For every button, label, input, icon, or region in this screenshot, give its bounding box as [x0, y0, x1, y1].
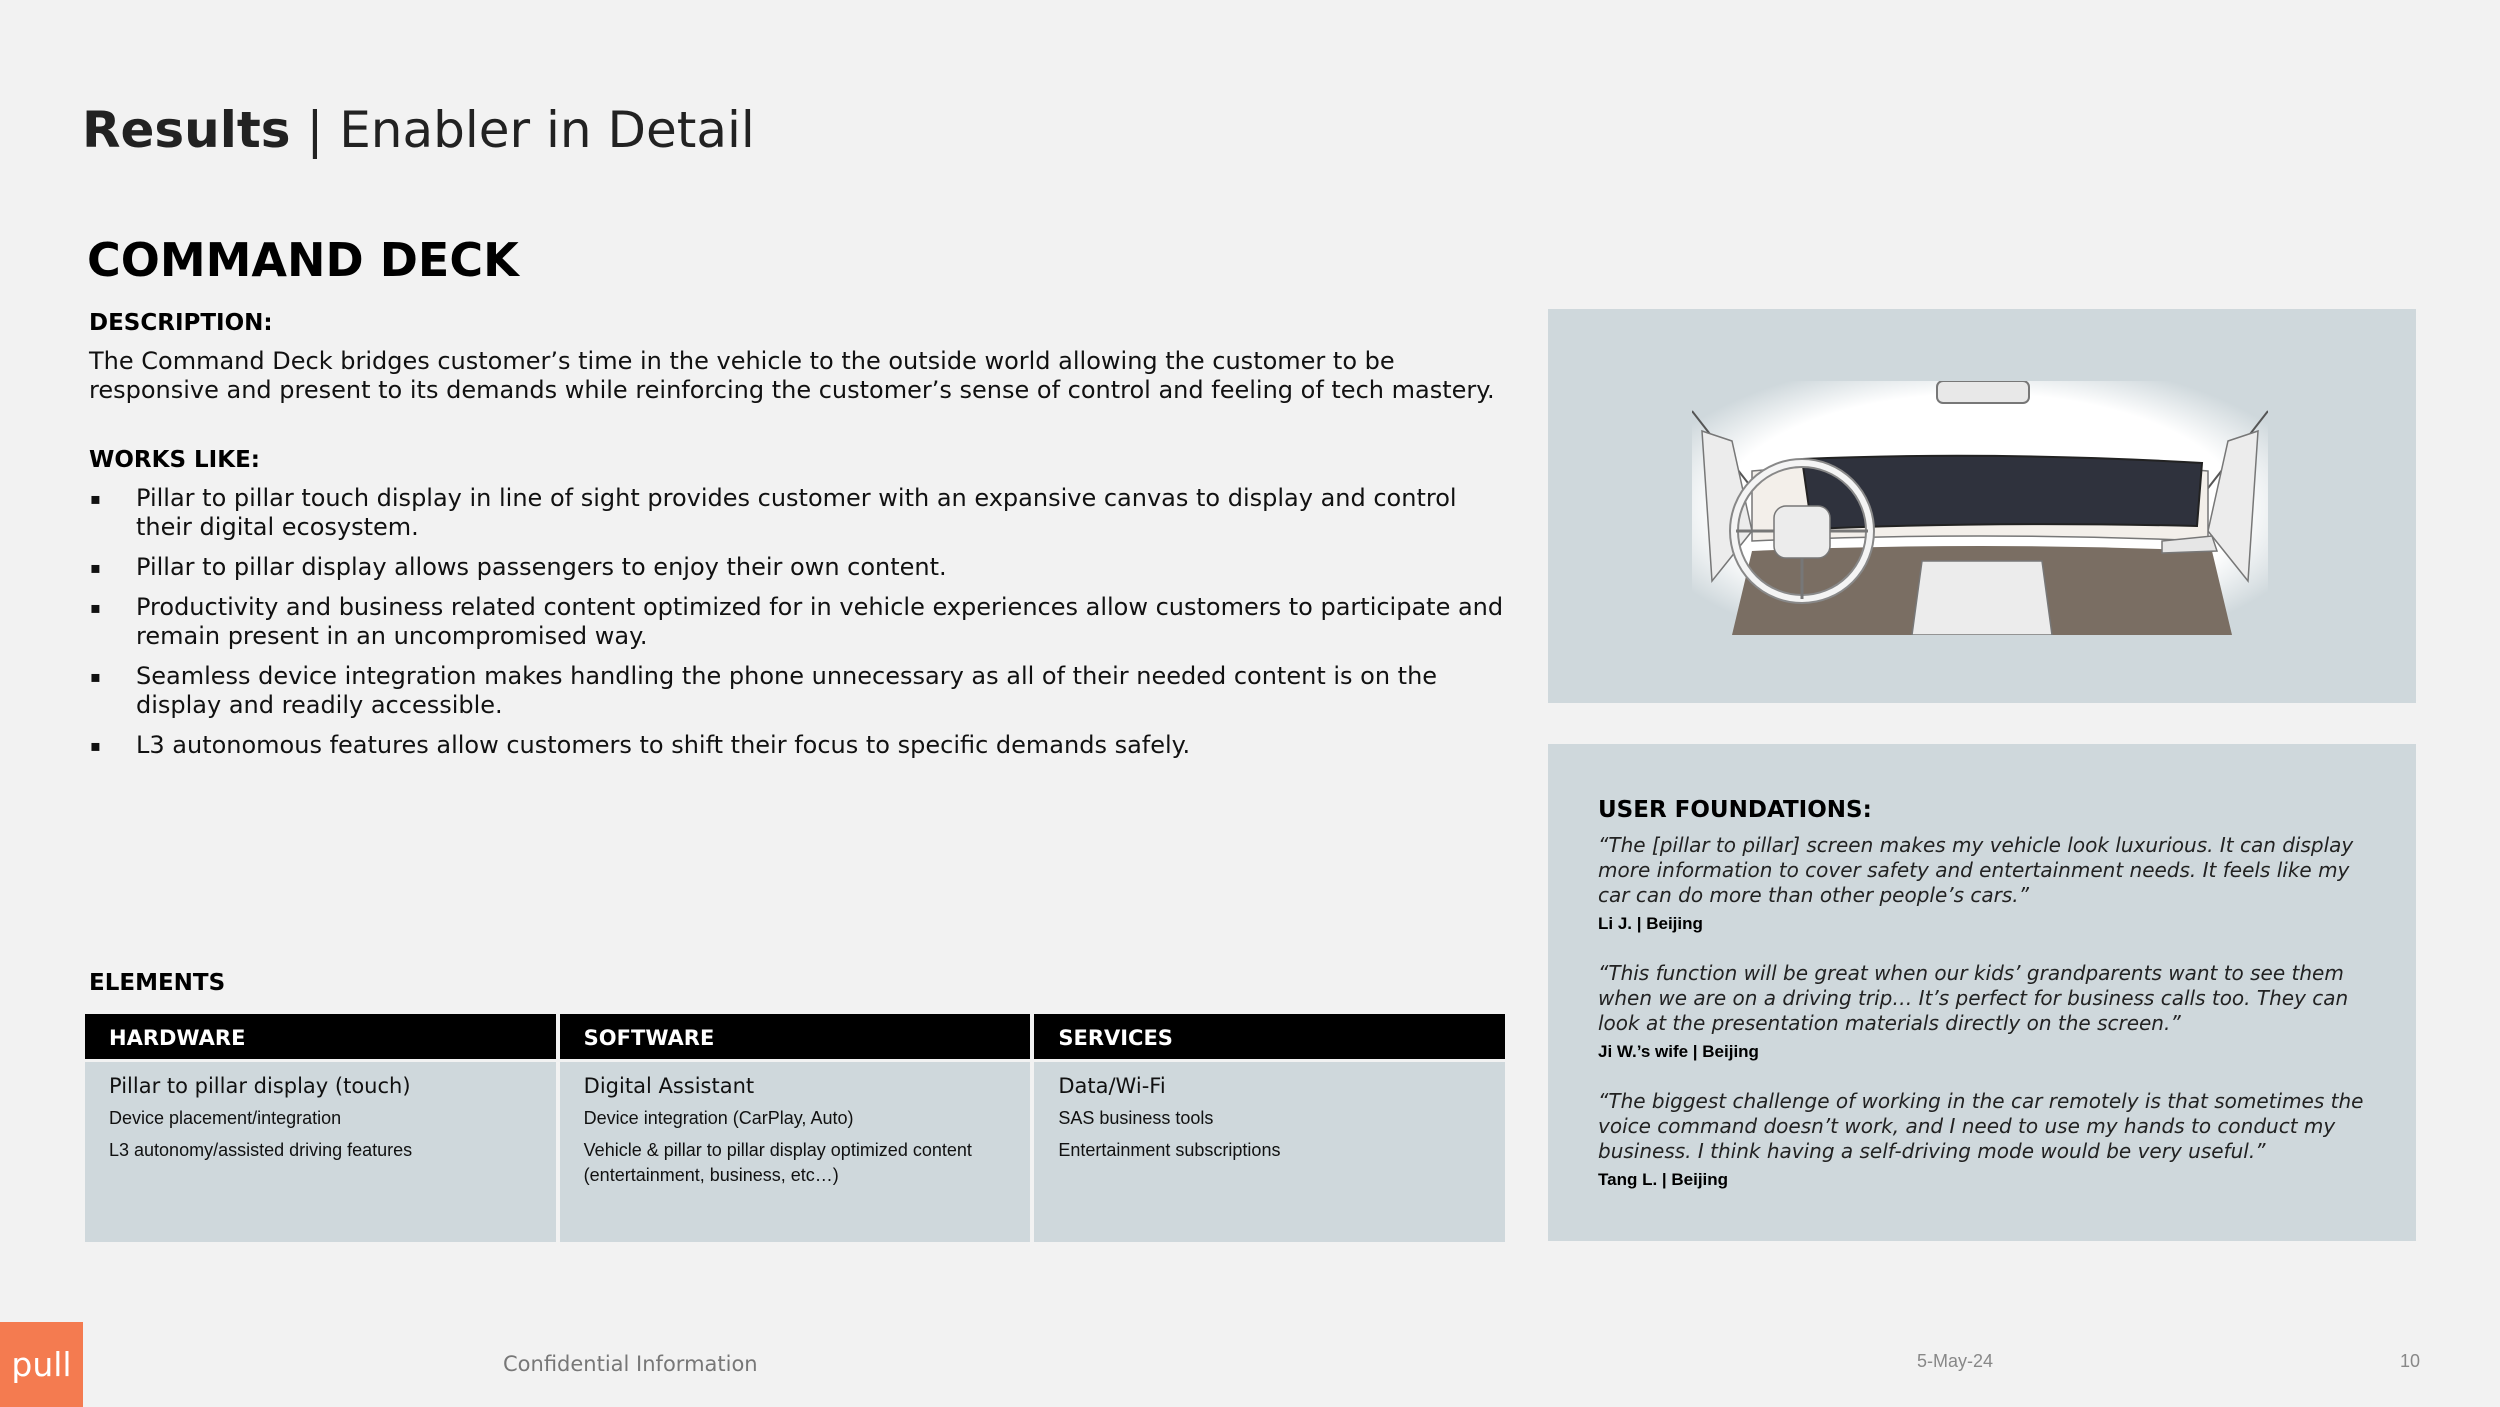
quote-author: Tang L. | Beijing: [1598, 1170, 1729, 1189]
bullet-icon: ▪: [90, 736, 101, 755]
elements-table: [85, 1014, 1505, 1242]
footer-date: 5-May-24: [1917, 1351, 1994, 1371]
element-item: Device placement/integration: [109, 1108, 342, 1128]
page-header-title: [82, 100, 755, 160]
bullet-icon: ▪: [90, 489, 101, 508]
page-number: 10: [2400, 1351, 2421, 1371]
works-like-item-text: Pillar to pillar touch display in line of sight provides customer with an expansive canvas to display and control their digital ecosystem.: [136, 484, 1457, 541]
column-body-hardware: [85, 1062, 556, 1242]
quote-author: Ji W.’s wife | Beijing: [1598, 1042, 1759, 1061]
works-like-label: WORKS LIKE:: [89, 447, 260, 473]
works-like-item-text: Pillar to pillar display allows passengers to enjoy their own content.: [136, 553, 947, 581]
element-item: L3 autonomy/assisted driving features: [109, 1140, 413, 1160]
elements-column-hardware: [85, 1014, 556, 1242]
element-item: Digital Assistant: [583, 1074, 755, 1098]
image-panel: [1548, 309, 2416, 703]
column-body-software: [560, 1062, 1031, 1242]
column-body-services: [1034, 1062, 1505, 1242]
works-like-item: [89, 731, 1509, 760]
element-item: Data/Wi-Fi: [1058, 1074, 1166, 1098]
element-item: Entertainment subscriptions: [1058, 1140, 1281, 1160]
quote-text: “This function will be great when our kids’ grandparents want to see them when we are on a driving trip… It’s perfect for business calls too. They can look at the presentation materials directly on the screen.”: [1598, 961, 2349, 1035]
bullet-icon: ▪: [90, 598, 101, 617]
user-quote: [1598, 833, 2378, 934]
elements-label: ELEMENTS: [89, 970, 226, 996]
works-like-item-text: L3 autonomous features allow customers to shift their focus to specific demands safely.: [136, 731, 1191, 759]
pull-logo: pull: [0, 1322, 83, 1407]
header-title-bold: Results: [82, 101, 291, 159]
works-like-item: [89, 484, 1509, 542]
quote-text: “The biggest challenge of working in the car remotely is that sometimes the voice command doesn’t work, and I need to use my hands to conduct my business. I think having a self-driving mode would be very useful.”: [1598, 1089, 2364, 1163]
works-like-item-text: Productivity and business related content optimized for in vehicle experiences allow customers to participate and remain present in an uncompromised way.: [136, 593, 1504, 650]
column-header-software: SOFTWARE: [560, 1014, 1031, 1059]
works-like-item: [89, 553, 1509, 582]
description-text: The Command Deck bridges customer’s time in the vehicle to the outside world allowing the customer to be responsive and present to its demands while reinforcing the customer’s sense of control and feeling of tech mastery.: [89, 347, 1495, 404]
footer-confidential: Confidential Information: [503, 1352, 758, 1376]
bullet-icon: ▪: [90, 558, 101, 577]
works-like-item: [89, 593, 1509, 651]
elements-column-software: [560, 1014, 1031, 1242]
column-header-hardware: HARDWARE: [85, 1014, 556, 1059]
works-like-item-text: Seamless device integration makes handling the phone unnecessary as all of their needed content is on the display and readily accessible.: [136, 662, 1438, 719]
header-title-separator: |: [290, 101, 340, 159]
bullet-icon: ▪: [90, 667, 101, 686]
user-foundations-label: USER FOUNDATIONS:: [1598, 797, 1872, 823]
quote-author: Li J. | Beijing: [1598, 914, 1703, 933]
works-like-item: [89, 662, 1509, 720]
element-item: Vehicle & pillar to pillar display optimized content (entertainment, business, etc…): [583, 1140, 972, 1185]
element-item: Device integration (CarPlay, Auto): [583, 1108, 854, 1128]
element-item: SAS business tools: [1058, 1108, 1214, 1128]
car-interior-illustration: [1692, 381, 2268, 635]
description-label: DESCRIPTION:: [89, 310, 273, 336]
quote-text: “The [pillar to pillar] screen makes my vehicle look luxurious. It can display more information to cover safety and entertainment needs. It feels like my car can do more than other people’s cars.”: [1598, 833, 2354, 907]
user-foundations-panel: [1548, 744, 2416, 1241]
section-title: COMMAND DECK: [87, 233, 519, 287]
works-like-list: [89, 484, 1509, 771]
column-header-services: SERVICES: [1034, 1014, 1505, 1059]
user-quote: [1598, 1089, 2378, 1190]
elements-column-services: [1034, 1014, 1505, 1242]
element-item: Pillar to pillar display (touch): [109, 1074, 411, 1098]
user-quote: [1598, 961, 2378, 1062]
header-title-light: Enabler in Detail: [339, 101, 755, 159]
